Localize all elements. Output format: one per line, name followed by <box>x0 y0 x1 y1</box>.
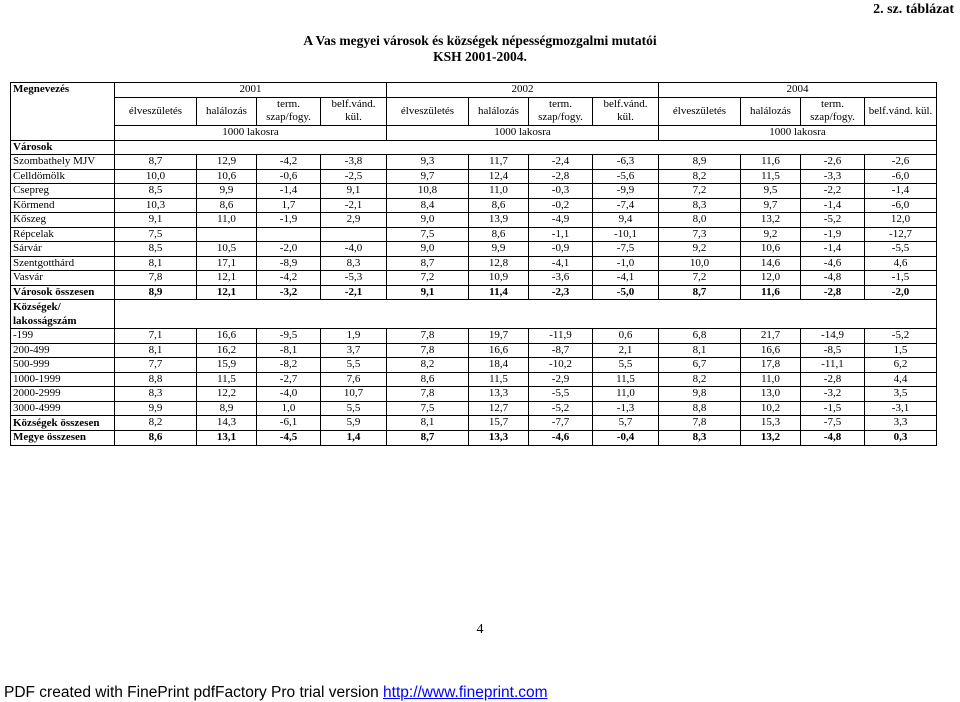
data-cell: -1,4 <box>257 184 321 199</box>
data-cell: -9,5 <box>257 329 321 344</box>
data-cell: 7,8 <box>387 387 469 402</box>
data-cell: 11,0 <box>469 184 529 199</box>
data-cell: -2,1 <box>321 285 387 300</box>
data-cell: 14,6 <box>741 256 801 271</box>
data-cell: 2,1 <box>593 343 659 358</box>
data-cell: 8,8 <box>659 401 741 416</box>
row-label: Körmend <box>11 198 115 213</box>
data-cell: 8,6 <box>469 227 529 242</box>
row-label: Községek összesen <box>11 416 115 431</box>
data-cell: 9,4 <box>593 213 659 228</box>
data-cell: -4,0 <box>257 387 321 402</box>
data-cell: -4,5 <box>257 431 321 446</box>
data-cell: 10,0 <box>115 169 197 184</box>
page-number: 4 <box>476 622 484 637</box>
data-cell: 11,5 <box>741 169 801 184</box>
data-cell: -3,6 <box>529 271 593 286</box>
table-row <box>11 285 937 300</box>
data-cell: 6,8 <box>659 329 741 344</box>
data-cell: 11,5 <box>593 372 659 387</box>
data-cell: 8,6 <box>387 372 469 387</box>
data-cell: 8,2 <box>659 169 741 184</box>
data-cell: 7,8 <box>115 271 197 286</box>
data-cell: -11,1 <box>801 358 865 373</box>
table-row <box>11 416 937 431</box>
data-cell: -1,0 <box>593 256 659 271</box>
data-cell: -7,5 <box>593 242 659 257</box>
data-cell: 9,0 <box>387 242 469 257</box>
data-cell: -2,8 <box>801 285 865 300</box>
data-cell: 4,6 <box>865 256 937 271</box>
data-cell: 17,1 <box>197 256 257 271</box>
data-cell: 3,7 <box>321 343 387 358</box>
data-cell: -5,5 <box>865 242 937 257</box>
footer-link[interactable]: http://www.fineprint.com <box>383 684 548 701</box>
subcolumn-header: term. szap/fogy. <box>257 97 321 125</box>
data-cell: -2,7 <box>257 372 321 387</box>
data-cell: 5,9 <box>321 416 387 431</box>
data-cell: 11,0 <box>741 372 801 387</box>
data-cell: 9,9 <box>469 242 529 257</box>
data-cell: 5,5 <box>321 358 387 373</box>
data-cell: 8,7 <box>387 256 469 271</box>
year-header: 2001 <box>115 83 387 98</box>
data-cell: -2,2 <box>801 184 865 199</box>
unit-header: 1000 lakosra <box>115 125 387 140</box>
data-cell: 3,5 <box>865 387 937 402</box>
data-cell: -1,9 <box>257 213 321 228</box>
data-cell: 11,6 <box>741 285 801 300</box>
year-header: 2004 <box>659 83 937 98</box>
data-cell: 12,0 <box>741 271 801 286</box>
data-cell: 9,1 <box>115 213 197 228</box>
data-cell: 10,7 <box>321 387 387 402</box>
data-cell: 5,7 <box>593 416 659 431</box>
data-cell: -1,1 <box>529 227 593 242</box>
row-label: Megye összesen <box>11 431 115 446</box>
data-cell: 9,2 <box>659 242 741 257</box>
data-cell: -0,9 <box>529 242 593 257</box>
data-cell: -9,9 <box>593 184 659 199</box>
data-cell: 4,4 <box>865 372 937 387</box>
row-label: Kőszeg <box>11 213 115 228</box>
data-cell: -2,3 <box>529 285 593 300</box>
data-cell: 8,7 <box>659 285 741 300</box>
subcolumn-header: belf.vánd. kül. <box>321 97 387 125</box>
data-cell: -8,1 <box>257 343 321 358</box>
data-cell: -2,0 <box>865 285 937 300</box>
data-cell: -2,4 <box>529 155 593 170</box>
data-cell: -10,1 <box>593 227 659 242</box>
data-cell: 9,8 <box>659 387 741 402</box>
data-cell: -3,2 <box>801 387 865 402</box>
data-cell: -3,8 <box>321 155 387 170</box>
data-cell: 7,1 <box>115 329 197 344</box>
row-label: 1000-1999 <box>11 372 115 387</box>
row-label: Sárvár <box>11 242 115 257</box>
data-cell: 11,0 <box>197 213 257 228</box>
data-cell: 13,0 <box>741 387 801 402</box>
data-cell: 11,6 <box>741 155 801 170</box>
data-cell: 16,6 <box>741 343 801 358</box>
data-cell: 7,2 <box>659 184 741 199</box>
table-row <box>11 169 937 184</box>
data-cell: -8,9 <box>257 256 321 271</box>
data-cell: -14,9 <box>801 329 865 344</box>
data-cell: 8,0 <box>659 213 741 228</box>
data-cell: 3,3 <box>865 416 937 431</box>
data-cell: 15,3 <box>741 416 801 431</box>
data-cell: 9,1 <box>387 285 469 300</box>
data-cell: -4,8 <box>801 271 865 286</box>
data-cell: 8,5 <box>115 242 197 257</box>
unit-header: 1000 lakosra <box>387 125 659 140</box>
data-cell: 7,8 <box>659 416 741 431</box>
data-cell: -4,1 <box>593 271 659 286</box>
data-cell: 8,3 <box>115 387 197 402</box>
data-cell: 12,2 <box>197 387 257 402</box>
subcolumn-header: term. szap/fogy. <box>801 97 865 125</box>
data-cell: 6,7 <box>659 358 741 373</box>
data-cell: -2,6 <box>801 155 865 170</box>
data-cell: 8,3 <box>321 256 387 271</box>
data-cell: -4,0 <box>321 242 387 257</box>
table-row <box>11 198 937 213</box>
data-cell <box>257 227 321 242</box>
data-cell: 17,8 <box>741 358 801 373</box>
data-cell: 5,5 <box>593 358 659 373</box>
data-cell: -4,8 <box>801 431 865 446</box>
row-label: 2000-2999 <box>11 387 115 402</box>
data-cell: 9,5 <box>741 184 801 199</box>
data-cell: 15,9 <box>197 358 257 373</box>
table-row <box>11 242 937 257</box>
table-row <box>11 271 937 286</box>
data-cell: 10,3 <box>115 198 197 213</box>
data-cell: 5,5 <box>321 401 387 416</box>
row-label: Csepreg <box>11 184 115 199</box>
section-heading: Községek/ lakosságszám <box>11 300 115 329</box>
name-column-header: Megnevezés <box>11 83 115 141</box>
data-cell: 7,3 <box>659 227 741 242</box>
data-cell: 11,4 <box>469 285 529 300</box>
table-row <box>11 358 937 373</box>
data-cell: -11,9 <box>529 329 593 344</box>
data-cell: 16,6 <box>197 329 257 344</box>
data-cell: -1,4 <box>865 184 937 199</box>
data-cell: 12,1 <box>197 285 257 300</box>
table-row <box>11 401 937 416</box>
data-cell: -7,7 <box>529 416 593 431</box>
data-cell: 11,5 <box>197 372 257 387</box>
data-cell: 12,9 <box>197 155 257 170</box>
data-cell: -4,9 <box>529 213 593 228</box>
data-cell: 8,2 <box>115 416 197 431</box>
data-cell: 1,4 <box>321 431 387 446</box>
data-cell: 14,3 <box>197 416 257 431</box>
data-cell: 8,4 <box>387 198 469 213</box>
data-cell: 13,3 <box>469 431 529 446</box>
row-label: 200-499 <box>11 343 115 358</box>
data-cell: 12,0 <box>865 213 937 228</box>
row-label: -199 <box>11 329 115 344</box>
data-cell: 1,5 <box>865 343 937 358</box>
subcolumn-header: élveszületés <box>387 97 469 125</box>
data-cell: 6,2 <box>865 358 937 373</box>
table-row <box>11 227 937 242</box>
data-cell: 16,2 <box>197 343 257 358</box>
section-heading-row <box>11 140 937 155</box>
data-cell: -5,3 <box>321 271 387 286</box>
row-label: Vasvár <box>11 271 115 286</box>
data-cell: 8,9 <box>659 155 741 170</box>
data-cell: -1,9 <box>801 227 865 242</box>
data-cell: 1,0 <box>257 401 321 416</box>
data-cell: 11,5 <box>469 372 529 387</box>
table-row <box>11 387 937 402</box>
data-cell: 12,7 <box>469 401 529 416</box>
subcolumn-header: halálozás <box>741 97 801 125</box>
table-row <box>11 372 937 387</box>
data-cell: 7,2 <box>387 271 469 286</box>
data-cell: -1,4 <box>801 198 865 213</box>
row-label: Szentgotthárd <box>11 256 115 271</box>
data-cell: 0,6 <box>593 329 659 344</box>
data-cell: 8,1 <box>115 343 197 358</box>
table-row <box>11 343 937 358</box>
data-cell: -3,1 <box>865 401 937 416</box>
data-cell: 8,3 <box>659 198 741 213</box>
data-cell: -8,2 <box>257 358 321 373</box>
data-cell: 21,7 <box>741 329 801 344</box>
subcolumn-header: élveszületés <box>659 97 741 125</box>
data-cell: -8,7 <box>529 343 593 358</box>
data-cell: -4,6 <box>529 431 593 446</box>
data-cell: -2,0 <box>257 242 321 257</box>
data-cell: -2,1 <box>321 198 387 213</box>
data-cell: 10,6 <box>741 242 801 257</box>
data-cell: 13,3 <box>469 387 529 402</box>
section-heading: Városok <box>11 140 115 155</box>
data-cell: -4,2 <box>257 271 321 286</box>
data-cell: -6,1 <box>257 416 321 431</box>
data-cell: 11,7 <box>469 155 529 170</box>
data-cell <box>197 227 257 242</box>
pdf-footer <box>4 684 548 702</box>
data-cell: 8,6 <box>469 198 529 213</box>
unit-header: 1000 lakosra <box>659 125 937 140</box>
data-cell: 8,2 <box>387 358 469 373</box>
data-cell: 8,9 <box>197 401 257 416</box>
table-row <box>11 329 937 344</box>
subcolumn-header: halálozás <box>197 97 257 125</box>
data-cell: 8,3 <box>659 431 741 446</box>
subcolumn-header: term. szap/fogy. <box>529 97 593 125</box>
data-cell: -2,9 <box>529 372 593 387</box>
data-cell: 7,6 <box>321 372 387 387</box>
demography-table <box>10 82 937 446</box>
data-cell: -7,5 <box>801 416 865 431</box>
table-row <box>11 155 937 170</box>
data-cell: 10,9 <box>469 271 529 286</box>
data-cell: 9,7 <box>387 169 469 184</box>
data-cell: 16,6 <box>469 343 529 358</box>
data-cell <box>321 227 387 242</box>
data-cell: -1,5 <box>865 271 937 286</box>
data-cell: 10,8 <box>387 184 469 199</box>
data-cell: 13,9 <box>469 213 529 228</box>
row-label: Celldömölk <box>11 169 115 184</box>
data-cell: -1,5 <box>801 401 865 416</box>
data-cell: 8,6 <box>115 431 197 446</box>
data-cell: 8,8 <box>115 372 197 387</box>
data-cell: 1,9 <box>321 329 387 344</box>
data-cell: -2,8 <box>801 372 865 387</box>
data-cell: 8,5 <box>115 184 197 199</box>
data-cell: -12,7 <box>865 227 937 242</box>
data-cell: 13,2 <box>741 431 801 446</box>
data-cell: 8,6 <box>197 198 257 213</box>
data-cell: 9,7 <box>741 198 801 213</box>
data-cell: 8,2 <box>659 372 741 387</box>
data-cell: -1,4 <box>801 242 865 257</box>
data-cell: 7,7 <box>115 358 197 373</box>
table-row <box>11 213 937 228</box>
row-label: 3000-4999 <box>11 401 115 416</box>
data-cell: 7,5 <box>387 227 469 242</box>
data-cell: 12,1 <box>197 271 257 286</box>
data-cell: -2,5 <box>321 169 387 184</box>
data-cell: -6,0 <box>865 169 937 184</box>
data-cell: 8,9 <box>115 285 197 300</box>
data-cell: 19,7 <box>469 329 529 344</box>
title-line-1: A Vas megyei városok és községek népességmozgalmi mutatói <box>303 33 657 48</box>
data-cell: -5,2 <box>801 213 865 228</box>
data-cell: -0,4 <box>593 431 659 446</box>
data-cell: 8,1 <box>659 343 741 358</box>
data-cell: -4,2 <box>257 155 321 170</box>
table-tag: 2. sz. táblázat <box>873 2 954 17</box>
data-cell: -3,3 <box>801 169 865 184</box>
title-line-2: KSH 2001-2004. <box>433 49 527 64</box>
data-cell: -5,2 <box>865 329 937 344</box>
data-cell: -5,6 <box>593 169 659 184</box>
data-cell: 15,7 <box>469 416 529 431</box>
subcolumn-header: belf.vánd. kül. <box>865 97 937 125</box>
data-cell: 7,5 <box>115 227 197 242</box>
data-cell: 9,0 <box>387 213 469 228</box>
data-cell: -6,3 <box>593 155 659 170</box>
data-cell: 10,2 <box>741 401 801 416</box>
data-cell: 2,9 <box>321 213 387 228</box>
row-label: Városok összesen <box>11 285 115 300</box>
data-cell: 7,8 <box>387 343 469 358</box>
data-cell: 8,7 <box>387 431 469 446</box>
subcolumn-header: élveszületés <box>115 97 197 125</box>
row-label: Szombathely MJV <box>11 155 115 170</box>
data-cell: -5,2 <box>529 401 593 416</box>
data-cell: 13,2 <box>741 213 801 228</box>
data-cell: -5,0 <box>593 285 659 300</box>
table-row <box>11 256 937 271</box>
data-cell: 0,3 <box>865 431 937 446</box>
data-cell: 7,5 <box>387 401 469 416</box>
data-cell: 9,3 <box>387 155 469 170</box>
data-cell: 8,1 <box>387 416 469 431</box>
data-cell: -0,2 <box>529 198 593 213</box>
data-cell: -0,6 <box>257 169 321 184</box>
year-header: 2002 <box>387 83 659 98</box>
data-cell: -7,4 <box>593 198 659 213</box>
data-cell: -8,5 <box>801 343 865 358</box>
data-cell: -2,6 <box>865 155 937 170</box>
data-cell: -3,2 <box>257 285 321 300</box>
data-cell: -0,3 <box>529 184 593 199</box>
row-label: 500-999 <box>11 358 115 373</box>
data-cell: 9,9 <box>115 401 197 416</box>
data-cell: 10,6 <box>197 169 257 184</box>
footer-text: PDF created with FinePrint pdfFactory Pro trial version <box>4 684 384 701</box>
table-row <box>11 184 937 199</box>
data-cell: 13,1 <box>197 431 257 446</box>
data-cell: 8,1 <box>115 256 197 271</box>
data-cell: 12,4 <box>469 169 529 184</box>
data-cell: 12,8 <box>469 256 529 271</box>
data-cell: 9,2 <box>741 227 801 242</box>
data-cell: 18,4 <box>469 358 529 373</box>
data-cell: -4,6 <box>801 256 865 271</box>
data-cell: -4,1 <box>529 256 593 271</box>
section-heading-row <box>11 300 937 329</box>
data-cell: 7,8 <box>387 329 469 344</box>
data-cell: -10,2 <box>529 358 593 373</box>
data-cell: 9,9 <box>197 184 257 199</box>
data-cell: 10,5 <box>197 242 257 257</box>
data-cell: 8,7 <box>115 155 197 170</box>
subcolumn-header: belf.vánd. kül. <box>593 97 659 125</box>
data-cell: 10,0 <box>659 256 741 271</box>
data-cell: 1,7 <box>257 198 321 213</box>
data-cell: -6,0 <box>865 198 937 213</box>
row-label: Répcelak <box>11 227 115 242</box>
data-cell: -1,3 <box>593 401 659 416</box>
data-cell: 7,2 <box>659 271 741 286</box>
data-cell: -2,8 <box>529 169 593 184</box>
subcolumn-header: halálozás <box>469 97 529 125</box>
data-cell: 9,1 <box>321 184 387 199</box>
data-cell: 11,0 <box>593 387 659 402</box>
data-cell: -5,5 <box>529 387 593 402</box>
table-row <box>11 431 937 446</box>
page-title <box>0 33 960 65</box>
